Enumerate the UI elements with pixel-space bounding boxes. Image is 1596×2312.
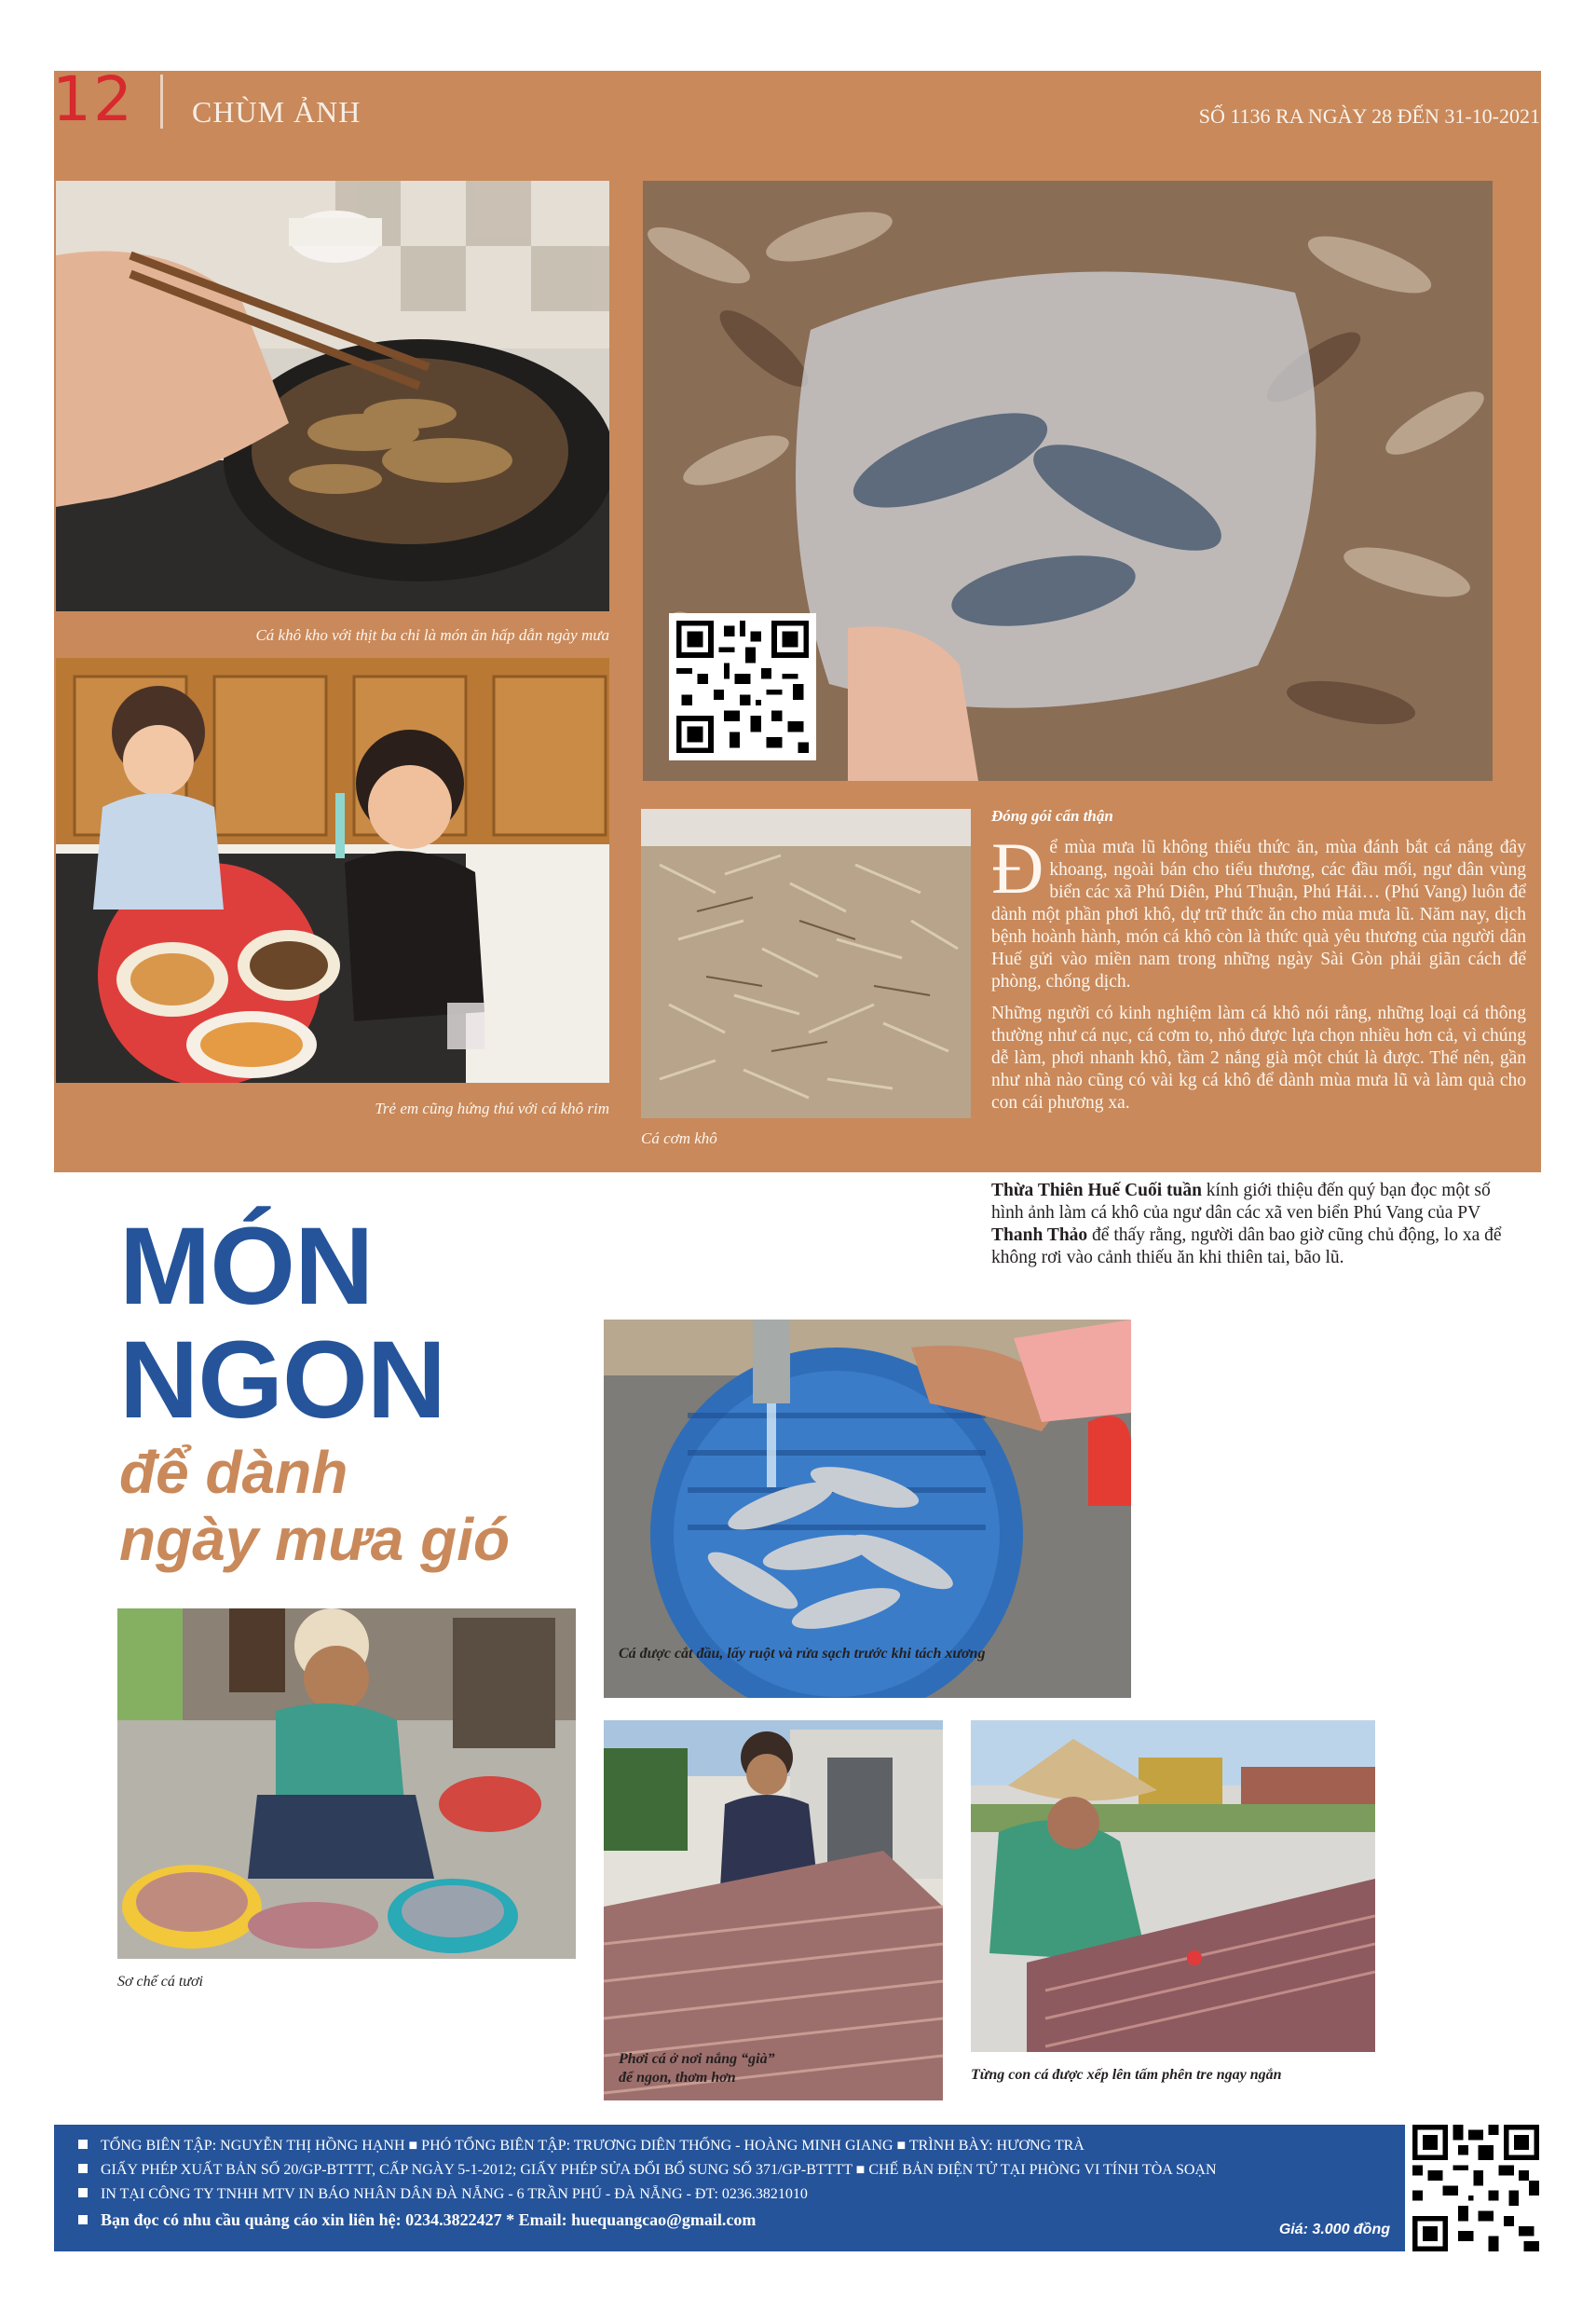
article-paragraph-1-text: ể mùa mưa lũ không thiếu thức ăn, mùa đánh bắt cá nắng đây khoang, ngoài bán cho tiểu thương, các đầu mối, ngư dân vùng biển các xã Phú Diên, Phú Thuận, Phú Hải… (Phú Vang) luôn để dành một phần phơi khô, dự trữ thức ăn cho mùa mưa lũ. Năm nay, dịch bệnh hoành hành, món cá khô còn là thức quà yêu thương của người dân Huế gửi vào miền nam trong những ngày Sài Gòn phải giãn cách để phòng, chống dịch. — [991, 838, 1526, 992]
bullet-icon — [78, 2188, 88, 2197]
footer-line-advertising — [78, 2210, 756, 2230]
headline-subtitle-1: để dành — [119, 1439, 348, 1506]
headline-line-2: NGON — [119, 1319, 445, 1442]
caption-washing: Cá được cắt đầu, lấy ruột và rửa sạch trước khi tách xương — [619, 1646, 986, 1662]
photo-washing-fish — [604, 1320, 1131, 1698]
photo-arranging-fish — [971, 1720, 1375, 2052]
caption-cooking: Cá khô kho với thịt ba chỉ là món ăn hấp dẫn ngày mưa — [255, 626, 609, 644]
footer-line-editors — [78, 2138, 1084, 2155]
headline-line-1: MÓN — [119, 1205, 374, 1328]
dropcap: Đ — [991, 828, 1044, 909]
footer-advertising-text: Bạn đọc có nhu cầu quảng cáo xin liên hệ: 0234.3822427 * Email: huequangcao@gmail.com — [101, 2210, 757, 2229]
price-label: Giá: 3.000 đồng — [1278, 2222, 1390, 2237]
article-paragraph-1 — [991, 828, 1526, 993]
issue-info: SỐ 1136 RA NGÀY 28 ĐẾN 31-10-2021 — [1198, 104, 1540, 128]
caption-anchovies: Cá cơm khô — [641, 1129, 717, 1147]
headline-subtitle-2: ngày mưa gió — [119, 1506, 511, 1573]
photo-prep-fish — [117, 1608, 576, 1959]
page-number: 12 — [52, 63, 134, 135]
article-body — [991, 828, 1526, 1124]
photo-sun-drying — [604, 1720, 943, 2100]
intro-middle: kính giới thiệu đến quý bạn đọc một số hình ảnh làm cá khô của ngư dân các xã ven biển Phú Vang của PV — [991, 1181, 1491, 1223]
caption-arranging: Từng con cá được xếp lên tấm phên tre ngay ngắn — [971, 2067, 1282, 2083]
header-divider — [160, 75, 163, 129]
photo-children — [56, 658, 609, 1083]
intro-reporter: Thanh Thảo — [991, 1225, 1088, 1245]
caption-prep: Sơ chế cá tươi — [117, 1974, 203, 1990]
footer-line-printer — [78, 2186, 808, 2203]
footer-band — [54, 2125, 1405, 2251]
intro-end: để thấy rằng, người dân bao giờ cũng chủ động, lo xa để không rơi vào cảnh thiếu ăn khi thiên tai, bão lũ. — [991, 1225, 1502, 1267]
caption-sun-drying-line-1: Phơi cá ở nơi nắng “già” — [619, 2051, 775, 2067]
footer-license-text: GIẤY PHÉP XUẤT BẢN SỐ 20/GP-BTTTT, CẤP NGÀY 5-1-2012; GIẤY PHÉP SỬA ĐỔI BỔ SUNG SỐ 371/GP-BTTTT ■ CHẾ BẢN ĐIỆN TỬ TẠI PHÒNG VI TÍNH TÒA SOẠN — [101, 2162, 1217, 2178]
caption-sun-drying-line-2: để ngon, thơm hơn — [619, 2070, 736, 2086]
bullet-icon — [78, 2164, 88, 2173]
photo-anchovies — [641, 809, 971, 1118]
bullet-icon — [78, 2215, 88, 2224]
footer-line-license — [78, 2162, 1217, 2179]
qr-code-article[interactable] — [669, 613, 816, 760]
intro-text — [991, 1180, 1526, 1269]
article-paragraph-2: Những người có kinh nghiệm làm cá khô nói rằng, những loại cá thông thường như cá nục, cá cơm to, nhỏ được lựa chọn nhiều hơn cả, vì chúng dễ làm, phơi nhanh khô, tầm 2 nắng già một chút là được. Thế nên, gần như nhà nào cũng có vài kg cá khô để dành mùa mưa lũ và làm quà cho con cái phương xa. — [991, 1004, 1526, 1113]
intro-publication: Thừa Thiên Huế Cuối tuần — [991, 1181, 1202, 1200]
footer-editors-text: TỔNG BIÊN TẬP: NGUYỄN THỊ HỒNG HẠNH ■ PHÓ TỔNG BIÊN TẬP: TRƯƠNG DIÊN THỐNG - HOÀNG MINH GIANG ■ TRÌNH BÀY: HƯƠNG TRÀ — [101, 2138, 1084, 2154]
caption-sun-drying — [619, 2050, 775, 2087]
qr-code-footer[interactable] — [1412, 2125, 1539, 2251]
caption-packed: Đóng gói cẩn thận — [991, 807, 1113, 825]
photo-cooking-pan — [56, 181, 609, 611]
bullet-icon — [78, 2140, 88, 2149]
section-title: CHÙM ẢNH — [192, 95, 361, 129]
caption-children: Trẻ em cũng hứng thú với cá khô rim — [375, 1100, 609, 1117]
footer-printer-text: IN TẠI CÔNG TY TNHH MTV IN BÁO NHÂN DÂN ĐÀ NẴNG - 6 TRẦN PHÚ - ĐÀ NẴNG - ĐT: 0236.3821010 — [101, 2186, 808, 2202]
